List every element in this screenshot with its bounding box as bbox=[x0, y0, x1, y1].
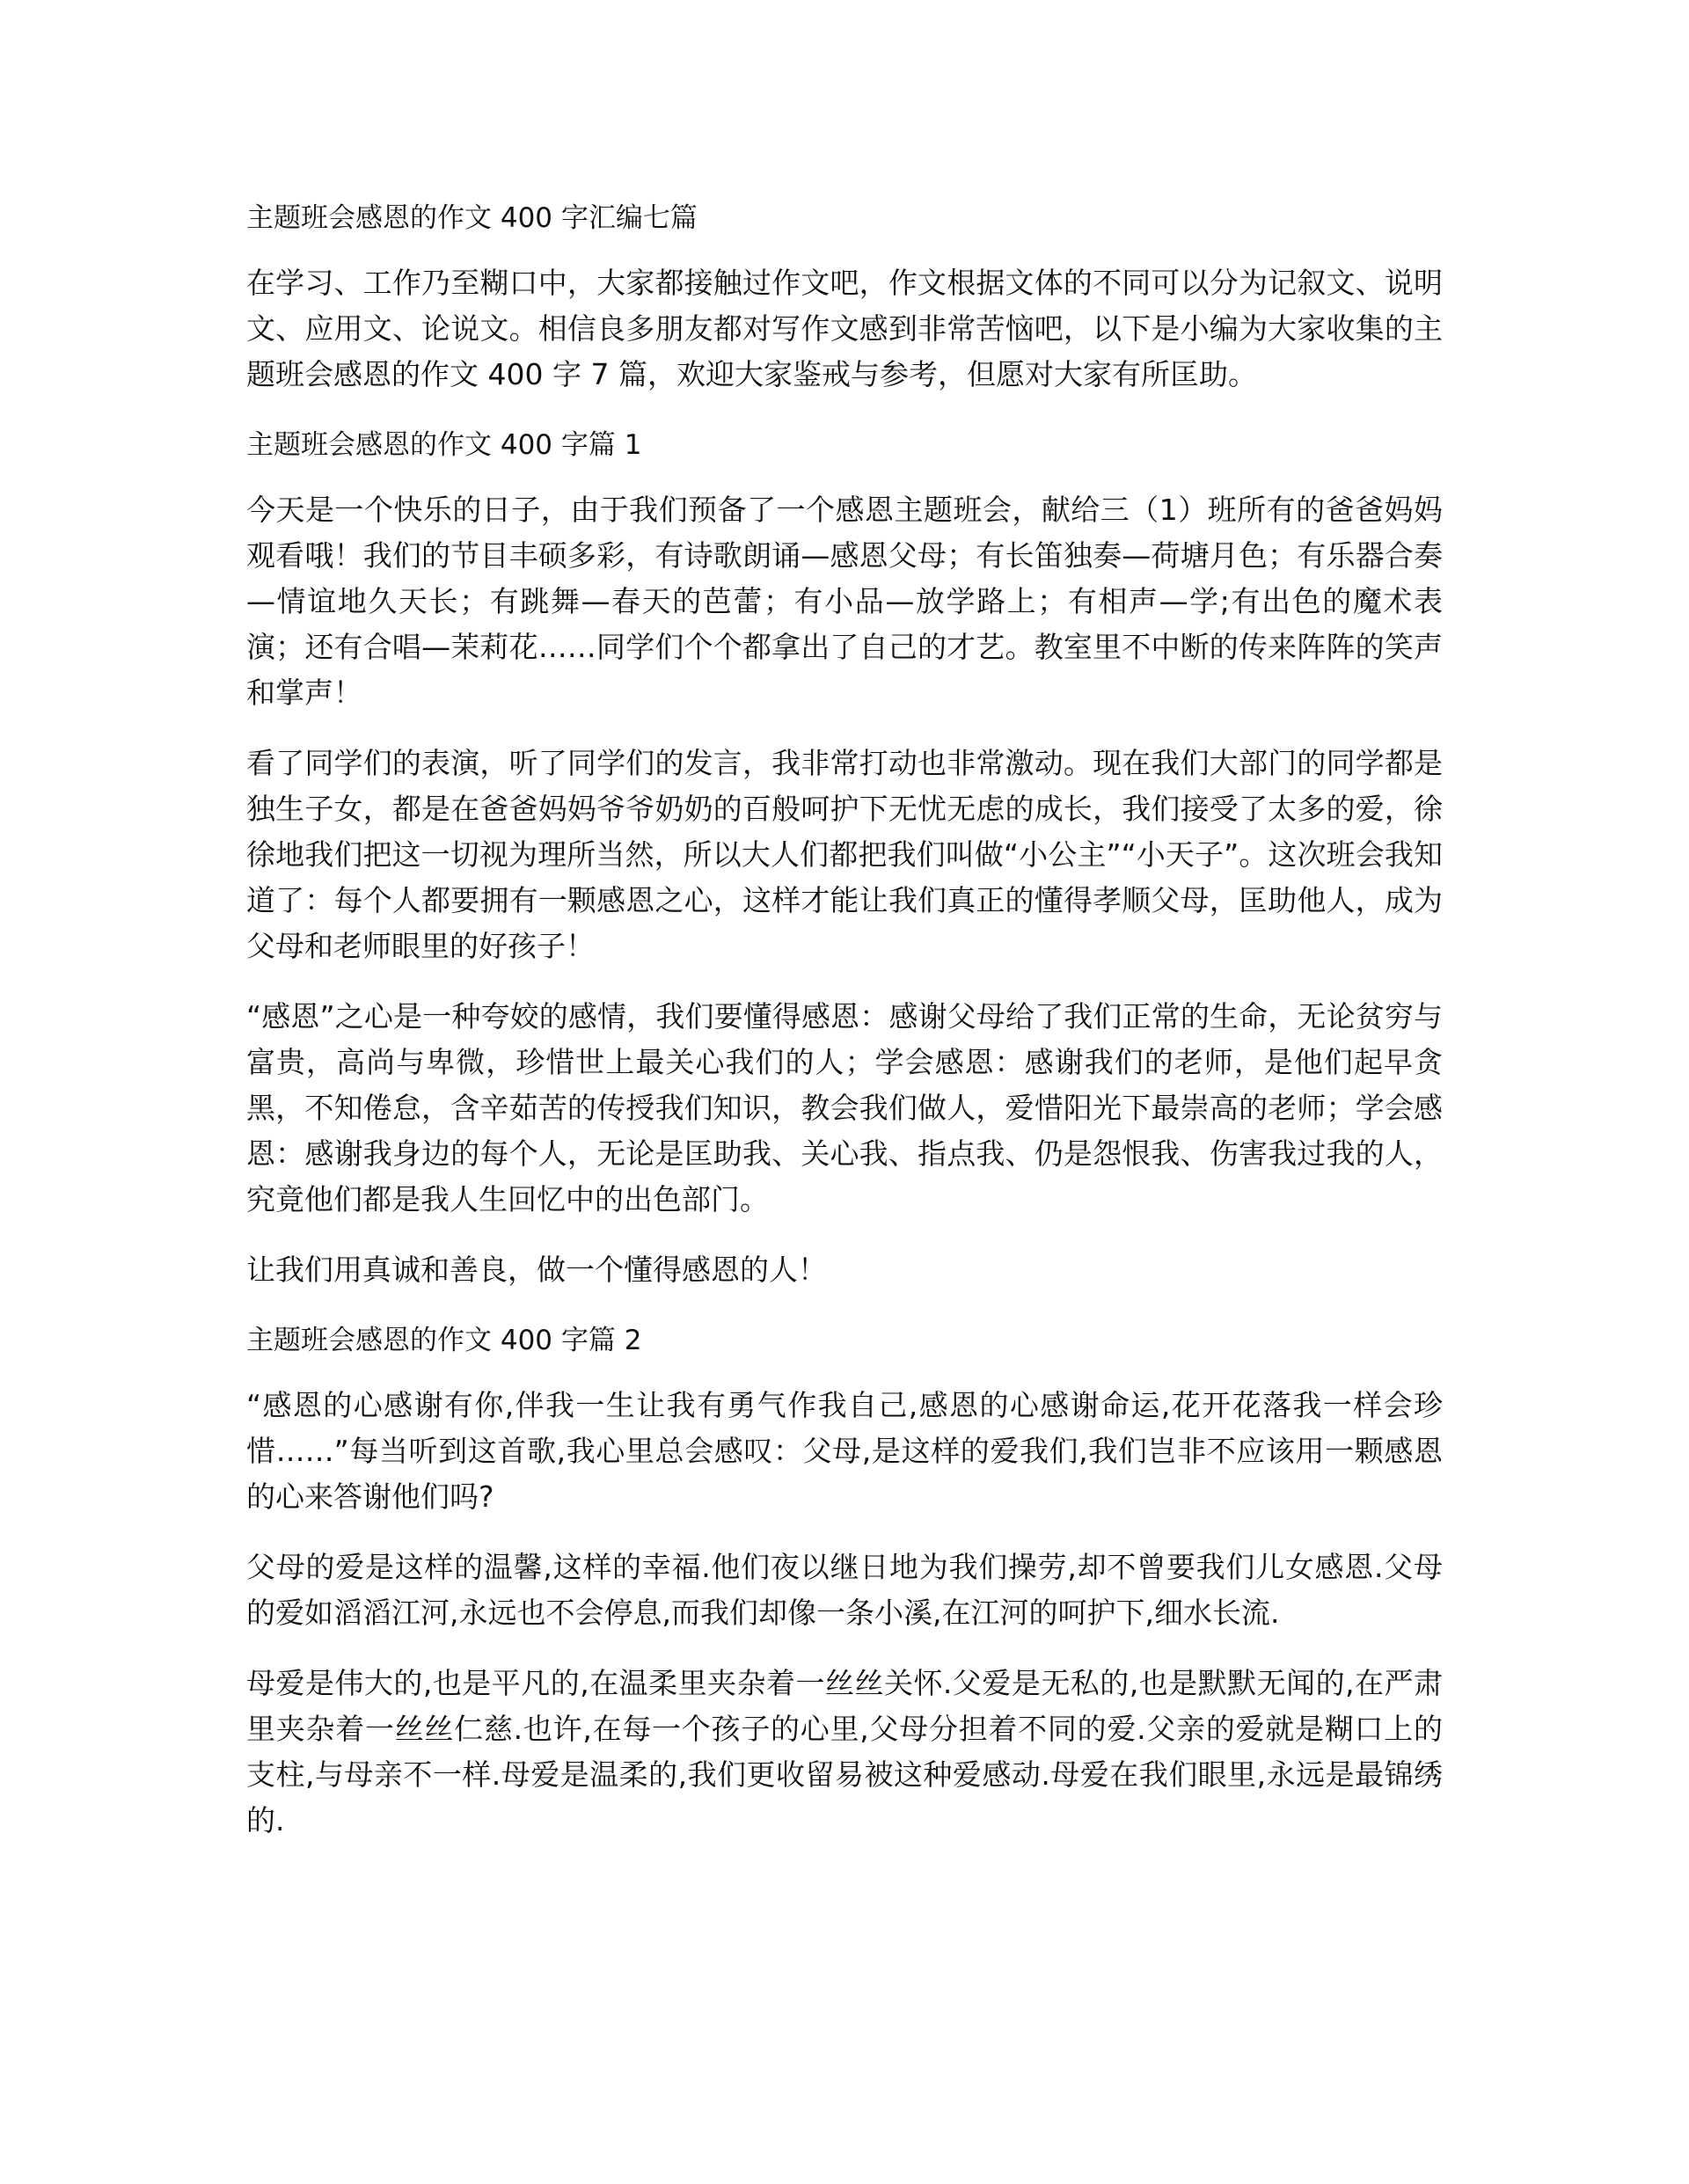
paragraph: 父母的爱是这样的温馨,这样的幸福.他们夜以继日地为我们操劳,却不曾要我们儿女感恩.父母的爱如滔滔江河,永远也不会停息,而我们却像一条小溪,在江河的呵护下,细水长流. bbox=[246, 1550, 1443, 1630]
section-1 bbox=[246, 422, 1443, 1293]
paragraph: “感恩”之心是一种夸姣的感情，我们要懂得感恩：感谢父母给了我们正常的生命，无论贫穷与富贵，高尚与卑微，珍惜世上最关心我们的人；学会感恩：感谢我们的老师，是他们起早贪黑，不知倦怠，含辛茹苦的传授我们知识，教会我们做人，爱惜阳光下最崇高的老师；学会感恩：感谢我身边的每个人，无论是匡助我、关心我、指点我、仍是怨恨我、伤害我过我的人，究竟他们都是我人生回忆中的出色部门。 bbox=[246, 999, 1443, 1216]
section-heading: 主题班会感恩的作文 400 字篇 1 bbox=[246, 429, 642, 461]
paragraph: 今天是一个快乐的日子，由于我们预备了一个感恩主题班会，献给三（1）班所有的爸爸妈妈观看哦！我们的节目丰硕多彩，有诗歌朗诵—感恩父母；有长笛独奏—荷塘月色；有乐器合奏—情谊地久天长；有跳舞—春天的芭蕾；有小品—放学路上；有相声—学;有出色的魔术表演；还有合唱—茉莉花……同学们个个都拿出了自己的才艺。教室里不中断的传来阵阵的笑声和掌声！ bbox=[246, 493, 1443, 710]
paragraph: “感恩的心感谢有你,伴我一生让我有勇气作我自己,感恩的心感谢命运,花开花落我一样会珍惜……”每当听到这首歌,我心里总会感叹：父母,是这样的爱我们,我们岂非不应该用一颗感恩的心来答谢他们吗? bbox=[246, 1388, 1443, 1514]
document-content bbox=[246, 195, 1443, 1868]
paragraph: 让我们用真诚和善良，做一个懂得感恩的人！ bbox=[246, 1253, 827, 1287]
section-2 bbox=[246, 1318, 1443, 1844]
document-title: 主题班会感恩的作文 400 字汇编七篇 bbox=[246, 202, 698, 234]
intro-paragraph: 在学习、工作乃至糊口中，大家都接触过作文吧，作文根据文体的不同可以分为记叙文、说明文、应用文、论说文。相信良多朋友都对写作文感到非常苦恼吧，以下是小编为大家收集的主题班会感恩的作文 400 字 7 篇，欢迎大家鉴戒与参考，但愿对大家有所匡助。 bbox=[246, 266, 1443, 391]
paragraph: 母爱是伟大的,也是平凡的,在温柔里夹杂着一丝丝关怀.父爱是无私的,也是默默无闻的,在严肃里夹杂着一丝丝仁慈.也许,在每一个孩子的心里,父母分担着不同的爱.父亲的爱就是糊口上的支柱,与母亲不一样.母爱是温柔的,我们更收留易被这种爱感动.母爱在我们眼里,永远是最锦绣的. bbox=[246, 1666, 1443, 1837]
paragraph: 看了同学们的表演，听了同学们的发言，我非常打动也非常激动。现在我们大部门的同学都是独生子女，都是在爸爸妈妈爷爷奶奶的百般呵护下无忧无虑的成长，我们接受了太多的爱，徐徐地我们把这一切视为理所当然，所以大人们都把我们叫做“小公主”“小天子”。这次班会我知道了：每个人都要拥有一颗感恩之心，这样才能让我们真正的懂得孝顺父母，匡助他人，成为父母和老师眼里的好孩子！ bbox=[246, 746, 1443, 963]
section-heading: 主题班会感恩的作文 400 字篇 2 bbox=[246, 1325, 642, 1356]
